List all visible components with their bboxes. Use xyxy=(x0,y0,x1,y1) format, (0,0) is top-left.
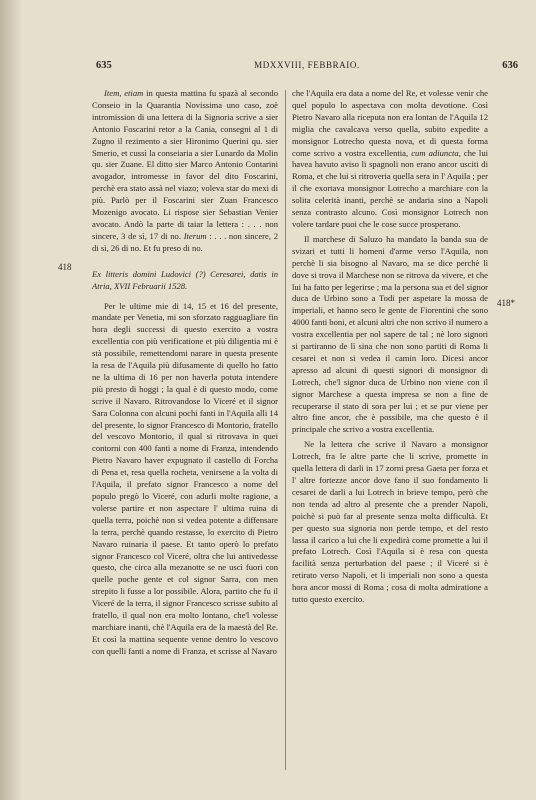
iterum-word: Iterum xyxy=(183,230,207,241)
paragraph-tail: che lui havea havuto aviso li spagnoli non erano ancor usciti di Roma, et che lui si ritroveria quella sera in l' Aquila ; per il che exortava monsignor Lotrecho a marchiare con la solita celerità inanti, perchè se andaria sino a Napoli senza contrasto alcuno. Così monsignor Lotrech non volere tardare puoi che le cose succe prosperano. xyxy=(292,147,489,229)
left-page-number: 635 xyxy=(96,60,112,71)
paragraph-text: in questa mattina fu spazà al secondo Conseio in la Quarantia Novissima uno caso, zoè intromission di una lettera di la Signoria scrive a sier Antonio Foscarini retor a la Cania, consegni al 1 di Zugno il rezimento a sier Hironimo Querini qu. sier Smerio, et cussì la conseiaria a sier Lunardo da Molin qu. sier Zuane. El ditto sier Marco Antonio Contarini avogador, intromesse in favor del dito Foscarini, perchè era stato assà nel viazo; voleva star do mexi di più. Parlò per il Foscarini sier Zuan Francesco Mozenigo avocato. Li rispose sier Sebastian Venier avocato. Andò la parte di taiar la lettera : . . . non sincere, 3 de sì, 17 di no. xyxy=(92,88,278,241)
running-title: MDXXVIII, FEBBRAIO. xyxy=(254,60,360,70)
paragraph-navaro-letter: Ne la lettera che scrive il Navaro a monsignor Lotrech, fra le altre parte che li scrive, promette in quella lettera di darli in 17 zorni presa Gaeta per forza et l' altre fortezze ancor dove fano il suo fondamento li cesarei de darli a lui Lotrech in brieve tempo, però che non tenda ad altro al presente che a prender Napoli, poichè si può far al presente senza molta difficultà. Et per questo sua signoria non perde tempo, et del resto lassa il carico a lui che li expedirà come promette a lui il prefato Lotrech. Così l'Aquila si è resa con questa facilità senza perturbation del paese ; il Viceré si è retirato verso Napoli, et li imperiali non sono a questa hora ancor mossi di Roma ; cosa di molta admiratione a tutto questo exercito. xyxy=(292,439,488,605)
paragraph-marchese: Il marchese di Saluzo ha mandato la banda sua de svizari et tutti li homeni d'arme verso l'Aquila, non perchè li sia bisogno al Navaro, ma se dice perchè lì dove si trova il Marchese non se ritrova da vivere, et che lui ha fatto per legerirse ; ma la persona sua et del signor duca de Urbino sono a Todi per aspetare la mossa de imperiali, et hanno seco le gente de Fiorentini che sono 4000 fanti boni, et alcuni altri che non scrivo il numero a vostra excellentia per nol sapere de tal ; nè loro signori si partiranno de lì sina che non sono partiti di Roma li cesarei et non si vedea il camin loro. Dicesi ancor apresso ad alcuni di questi signori di monsignor di Lotrech, che'l signor duca de Urbino non viene con il signor Marchese a questa impresa se non a fine de recuperarse il stato di sora per lui ; et se pur viene per altro fine ancor, che è possibile, ma che questo è il principale che scrivo a vostra excellentia. xyxy=(292,233,488,435)
paragraph-text: che l'Aquila era data a nome del Re, et volesse venir che quel populo lo aspectava con molta devotione. Così Pietro Navaro alla riceputa non era lontan de l'Aquila 12 miglia che cavalcava verso quella, subito expedite a monsignor Lotrecho questa nova, et di questa forma come scrivo a vostra excellentia, xyxy=(292,88,488,158)
paragraph-letter-body: Per le ultime mie di 14, 15 et 16 del presente, mandate per Venetia, mi son sforzato ragguagliare fin hora degli successi di questo exercito a vostra excellentia con più verificatione et più diligentia mi è stà possibile, remettendomi narare in questa presente la resa de l'Aquila più difusamente di quello ho fatto ne la ultima di 16 per non haverla potuta intendere più presto di hoggi ; la qual è di questo modo, come scrive il Navaro. Ritrovandose lo Viceré et il signor Sara Colonna con alcuni pochi fanti in l'Aquila alli 14 del presente, lo signor Francesco di Montorio, fratello del vescovo Montorio, il qual si ritrovava in quei contorni con 400 fanti a nome di Franza, intendendo Pietro Navaro haver expugnato il castello di Forcha di Pena et, resa quella rocheta, venirsene a la volta di l'Aquila, il prefato signor Francesco a nome del populo pregò lo Viceré, con adurli molte ragione, a volerse partire et non aspectare l' ultima ruina di quella terra, poichè non si vedea potente a diffensare la terra, perchè quando restasse, lo exercito di Pietro Navaro ruinaria il paese. Et tanto operò lo prefato signor Francesco col Viceré, oltra che lui antivedesse questo, che circa alla mezanotte se ne uscì fuori con quelle poche gente et col signor Sarra, con men strepito li fusse a lor possibile. Alora, partito che fu il Viceré de la terra, il signor Francesco scrisse subito al fratello, il qual non era molto lontano, che'l volesse marchiare inanti, chè l'Aquila era de la maestà del Re. Et così la mattina sequente venne dentro lo vescovo con quelli fanti a nome di Franza, et scrisse al Navaro xyxy=(92,300,278,656)
column-divider xyxy=(285,90,286,770)
italic-phrase: cum adiuncta, xyxy=(411,147,461,158)
running-header xyxy=(96,60,518,76)
right-page-number: 636 xyxy=(502,60,518,71)
paragraph-item-etiam xyxy=(92,88,278,255)
lead-words: Item, etiam xyxy=(104,88,144,98)
left-margin-note: 418 xyxy=(58,262,72,272)
letter-heading xyxy=(92,269,278,293)
right-column xyxy=(292,88,488,606)
paragraph-continuation xyxy=(292,88,488,231)
letter-heading-text: Ex litteris domini Ludovici (?) Ceresarei, datis in Atria, XVII Februarii 1528. xyxy=(92,268,278,291)
paragraph-tail: : . . . non sincere, 2 di sì, 26 di no. Et fu preso di no. xyxy=(92,230,278,253)
right-margin-note: 418* xyxy=(497,298,515,308)
left-column xyxy=(92,88,278,658)
